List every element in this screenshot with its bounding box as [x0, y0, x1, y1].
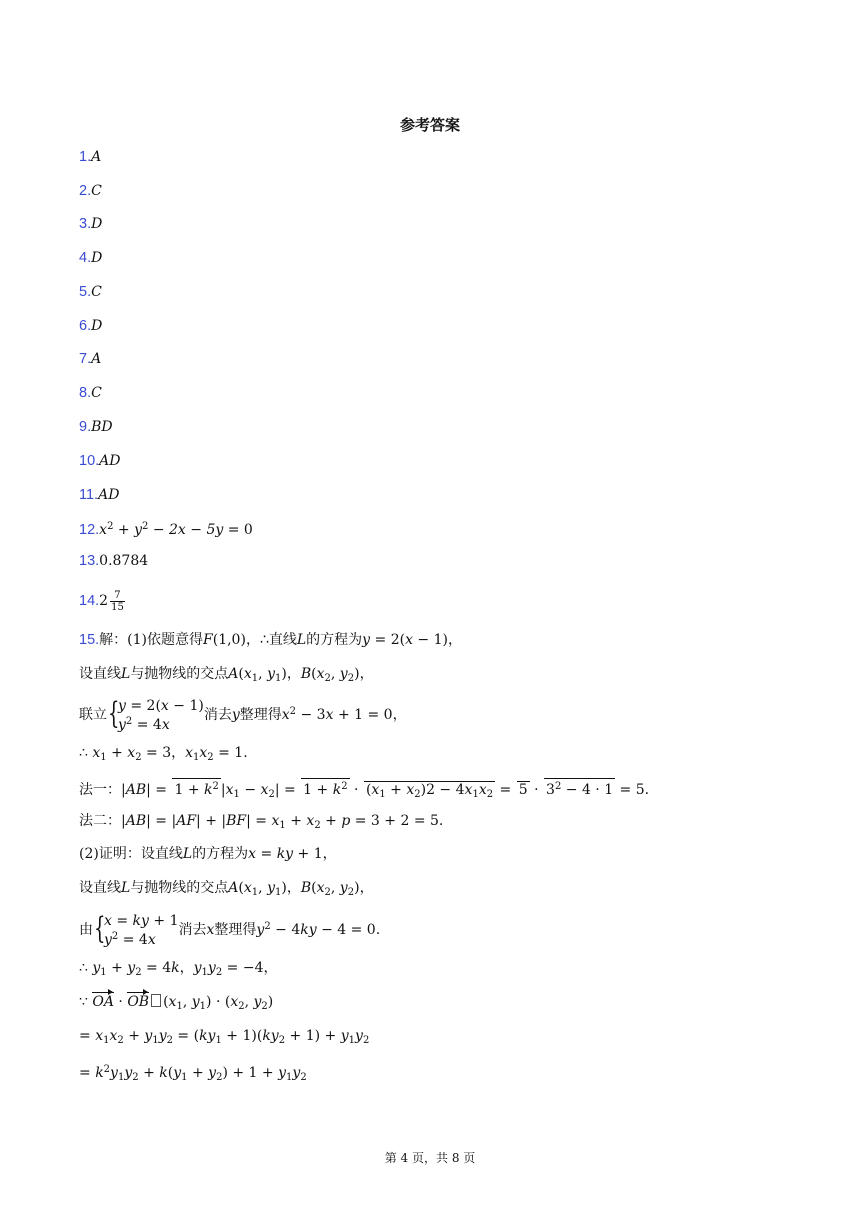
- missing-glyph-icon: [151, 994, 161, 1007]
- answer-choice: C: [91, 183, 102, 199]
- answer-number: 9.: [79, 419, 92, 435]
- answer-number: 14.: [79, 593, 100, 609]
- equation-system-1: { y = 2(x − 1) $y^2 = 4x$: [108, 695, 204, 733]
- answer-number: 3.: [79, 216, 92, 232]
- answer-13: [79, 552, 148, 570]
- answer-choice: BD: [91, 419, 113, 435]
- answer-number: 15.: [79, 632, 100, 648]
- q15-line-10: ∴ $y_1 + y_2 = 4k$，$y_1y_2 = -4$，: [79, 960, 278, 978]
- answer-number: 8.: [79, 385, 92, 401]
- answer-choice: D: [91, 250, 103, 266]
- answer-choice: C: [91, 284, 102, 300]
- q15-line-1: 15.解：(1)依题意得F(1,0)，∴直线L的方程为y = 2(x − 1)，: [79, 632, 462, 648]
- answer-choice: AD: [99, 453, 121, 469]
- answer-choice: D: [91, 318, 103, 334]
- q15-line-11: ∵ OA · OB ($x_1$, $y_1) \cdot (x_2$, $y_2$): [79, 994, 274, 1012]
- answer-12: [79, 518, 253, 539]
- answer-value: 0.8784: [99, 553, 149, 569]
- answer-equation: $x^2 + y^2 - 2x - 5y = 0$: [99, 521, 253, 538]
- answer-number: 10.: [79, 453, 100, 469]
- answer-1: [79, 148, 101, 166]
- q15-method-2: 法二：$|AB| = |AF| + |BF| = x_1 + x_2 + p = 3 + 2 = 5$.: [79, 813, 444, 831]
- answer-number: 2.: [79, 183, 92, 199]
- q15-line-8: 设直线L与抛物线的交点$A(x_1$, $y_1$)，$B(x_2$, $y_2$)，: [79, 880, 374, 898]
- fraction: $\frac{7}{15}$: [111, 589, 124, 613]
- answer-3: [79, 215, 102, 233]
- answer-choice: D: [91, 216, 103, 232]
- answer-10: [79, 452, 121, 470]
- answer-choice: A: [91, 351, 102, 367]
- answer-9: [79, 418, 113, 436]
- answer-choice: C: [91, 385, 102, 401]
- page-title: 参考答案: [399, 116, 460, 134]
- answer-6: [79, 317, 102, 335]
- answer-8: [79, 384, 102, 402]
- answer-4: [79, 249, 102, 267]
- q15-line-2: 设直线L与抛物线的交点$A(x_1$, $y_1$)，$B(x_2$, $y_2$)，: [79, 666, 374, 684]
- answer-11: [79, 486, 119, 504]
- answer-number: 13.: [79, 553, 100, 569]
- page-footer: 第 4 页，共 8 页: [384, 1151, 476, 1165]
- answer-choice: AD: [98, 487, 120, 503]
- answer-7: [79, 350, 101, 368]
- q15-method-1: 法一：$|AB| = 1 + k^2$ $|x_1 - x_2| = 1 + k^2 \cdot (x_1 + x_2)2 - 4x_1x_2 = 5 \cdot 3^2 - 4 \cdot 1 = 5$.: [79, 778, 649, 804]
- equation-system-2: { x = ky + 1 $y^2 = 4x$: [94, 910, 179, 948]
- q15-line-9: 由 { x = ky + 1 $y^2 = 4x$ 消去x整理得$y^2 - 4ky - 4 = 0$.: [79, 910, 381, 948]
- answer-number: 4.: [79, 250, 92, 266]
- answer-choice: A: [91, 149, 102, 165]
- answer-2: [79, 182, 102, 200]
- answer-14: [79, 589, 125, 613]
- answer-5: [79, 283, 102, 301]
- mixed-number-whole: 2: [99, 593, 109, 609]
- q15-line-7: (2)证明：设直线L的方程为x = ky + 1，: [79, 846, 337, 862]
- q15-line-4: ∴ $x_1 + x_2 = 3$，$x_1x_2 = 1$.: [79, 745, 248, 763]
- answer-number: 6.: [79, 318, 92, 334]
- q15-line-12: = $x_1x_2 + y_1y_2 = (ky_1 + 1)(ky_2 + 1) + y_1y_2$: [79, 1028, 370, 1046]
- answer-number: 5.: [79, 284, 92, 300]
- answer-number: 12.: [79, 522, 100, 538]
- q15-line-3: 联立 { y = 2(x − 1) $y^2 = 4x$ 消去y整理得$x^2 - 3x + 1 = 0$，: [79, 695, 407, 733]
- q15-line-13: = $k^2y_1y_2 + k(y_1 + y_2) + 1 + y_1y_2$: [79, 1064, 307, 1083]
- answer-number: 7.: [79, 351, 92, 367]
- answer-number: 1.: [79, 149, 92, 165]
- answer-number: 11.: [79, 487, 99, 503]
